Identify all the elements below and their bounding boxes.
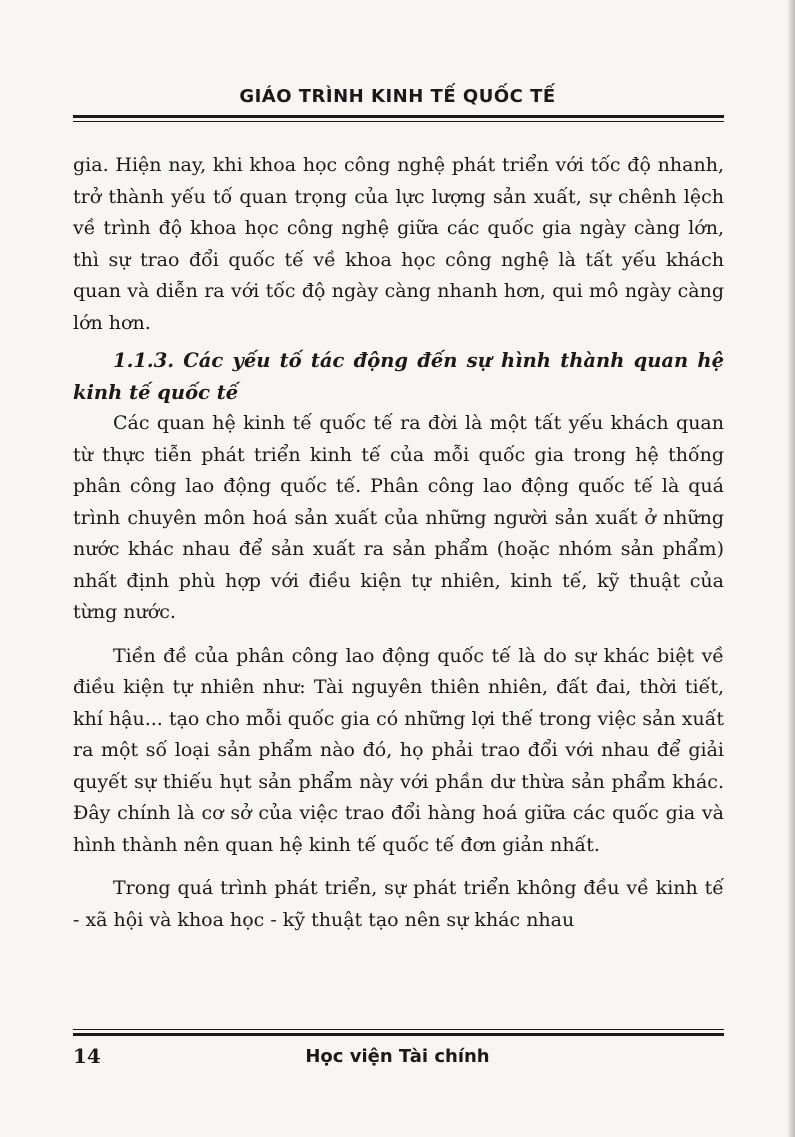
paragraph-continued: gia. Hiện nay, khi khoa học công nghệ phát triển với tốc độ nhanh, trở thành yếu tố quan trọng của lực lượng sản xuất, sự chênh lệch về trình độ khoa học công nghệ giữa các quốc gia ngày càng lớn, thì sự trao đổi quốc tế về khoa học công nghệ là tất yếu khách quan và diễn ra với tốc độ ngày càng nhanh hơn, qui mô ngày càng lớn hơn. — [73, 154, 724, 334]
paragraph: Tiền đề của phân công lao động quốc tế là do sự khác biệt về điều kiện tự nhiên như: Tài nguyên thiên nhiên, đất đai, thời tiết, khí hậu... tạo cho mỗi quốc gia có những lợi thế trong việc sản xuất ra một số loại sản phẩm nào đó, họ phải trao đổi với nhau để giải quyết sự thiếu hụt sản phẩm này với phần dư thừa sản phẩm khác. Đây chính là cơ sở của việc trao đổi hàng hoá giữa các quốc gia và hình thành nên quan hệ kinh tế quốc tế đơn giản nhất. — [73, 644, 724, 856]
body-text — [73, 150, 724, 936]
header-rule-thick — [73, 115, 724, 118]
page-edge-shadow — [787, 0, 795, 1137]
running-header-title: GIÁO TRÌNH KINH TẾ QUỐC TẾ — [239, 86, 556, 107]
section-heading: 1.1.3. Các yếu tố tác động đến sự hình thành quan hệ kinh tế quốc tế — [73, 349, 724, 404]
page-number: 14 — [73, 1044, 101, 1068]
running-footer-publisher: Học viện Tài chính — [305, 1046, 490, 1067]
footer-rule-thin — [73, 1029, 724, 1030]
footer-rule-thick — [73, 1033, 724, 1036]
header-rule-thin — [73, 121, 724, 122]
paragraph: Trong quá trình phát triển, sự phát triển không đều về kinh tế - xã hội và khoa học - kỹ thuật tạo nên sự khác nhau — [73, 877, 724, 931]
paragraph: Các quan hệ kinh tế quốc tế ra đời là một tất yếu khách quan từ thực tiễn phát triển kinh tế của mỗi quốc gia trong hệ thống phân công lao động quốc tế. Phân công lao động quốc tế là quá trình chuyên môn hoá sản xuất của những người sản xuất ở những nước khác nhau để sản xuất ra sản phẩm (hoặc nhóm sản phẩm) nhất định phù hợp với điều kiện tự nhiên, kinh tế, kỹ thuật của từng nước. — [73, 412, 724, 623]
